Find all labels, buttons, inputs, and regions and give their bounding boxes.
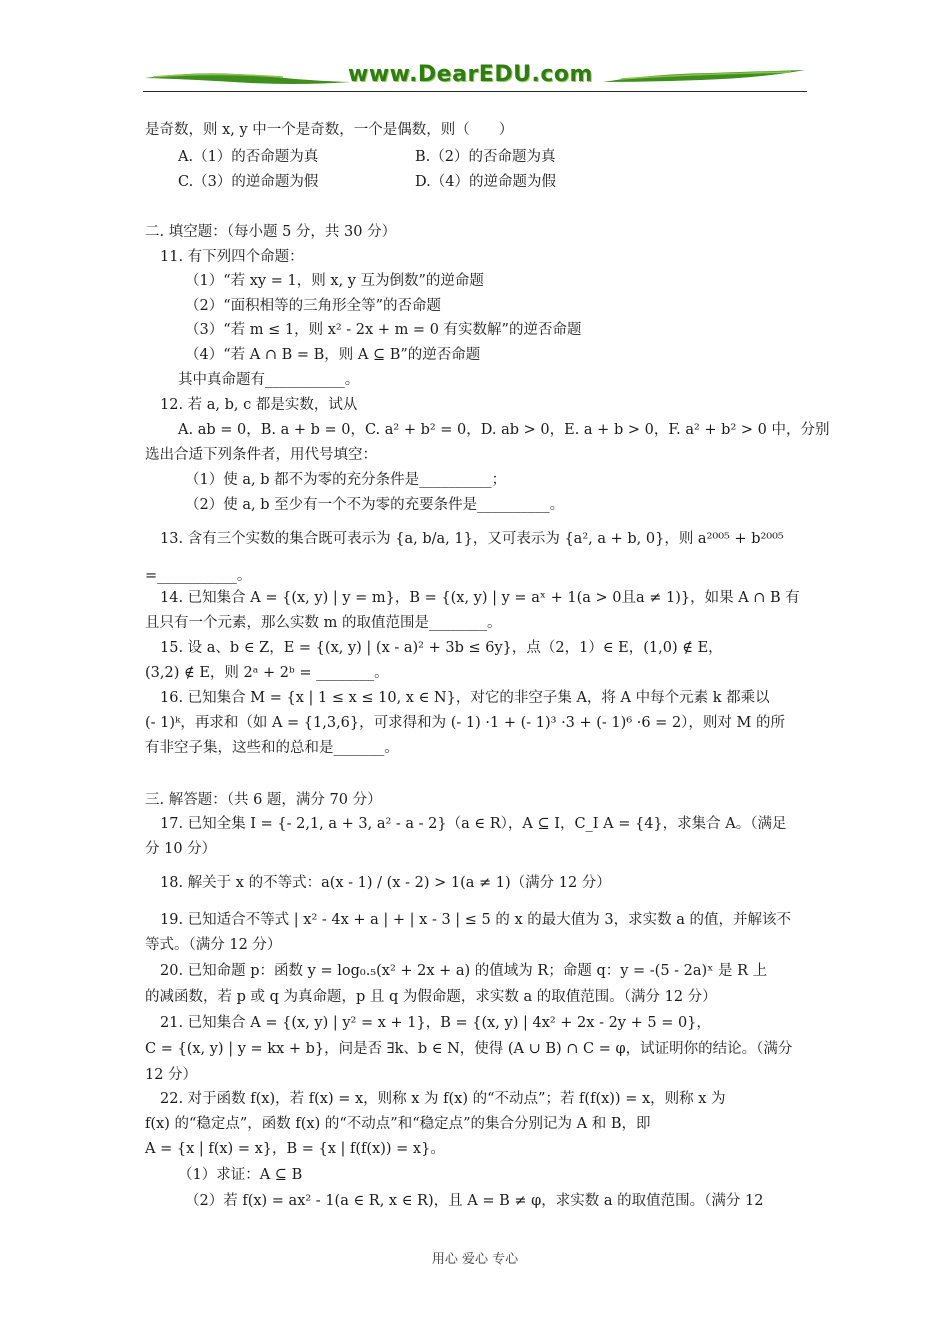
question-line: 等式。（满分 12 分） xyxy=(145,937,282,953)
left-swoosh-decoration xyxy=(143,66,353,86)
question-line: A = {x | f(x) = x}，B = {x | f(f(x)) = x}。 xyxy=(145,1141,445,1157)
section-heading: 三. 解答题：（共 6 题，满分 70 分） xyxy=(145,792,382,808)
question-line: （3）“若 m ≤ 1，则 x² - 2x + m = 0 有实数解”的逆否命题 xyxy=(185,322,582,338)
question-20: 20. 已知命题 p：函数 y = log₀.₅(x² + 2x + a) 的值域为 R；命题 q：y = -(5 - 2a)ˣ 是 R 上 xyxy=(160,963,768,979)
question-line: 的减函数，若 p 或 q 为真命题，p 且 q 为假命题，求实数 a 的取值范围。（满分 12 分） xyxy=(145,989,717,1005)
question-19: 19. 已知适合不等式 | x² - 4x + a | + | x - 3 | ≤ 5 的 x 的最大值为 3，求实数 a 的值，并解该不 xyxy=(160,912,791,928)
question-line: （1）使 a, b 都不为零的充分条件是__________； xyxy=(185,472,507,488)
choice-b: B.（2）的否命题为真 xyxy=(415,149,556,165)
question-line: （1）“若 xy = 1，则 x, y 互为倒数”的逆命题 xyxy=(185,273,484,289)
question-line: 分 10 分） xyxy=(145,841,217,857)
page-header xyxy=(143,62,807,94)
question-line: A. ab = 0，B. a + b = 0，C. a² + b² = 0，D. ab > 0，E. a + b > 0，F. a² + b² > 0 中，分别 xyxy=(178,422,830,438)
question-line: (- 1)ᵏ，再求和（如 A = {1,3,6}，可求得和为 (- 1) ·1 + (- 1)³ ·3 + (- 1)⁶ ·6 = 2），则对 M 的所 xyxy=(145,715,785,731)
question-14: 14. 已知集合 A = {(x, y) | y = m}，B = {(x, y) | y = aˣ + 1(a > 0且a ≠ 1)}，如果 A ∩ B 有 xyxy=(160,590,800,606)
question-15: 15. 设 a、b ∈ Z，E = {(x, y) | (x - a)² + 3b ≤ 6y}，点（2，1）∈ E，(1,0) ∉ E， xyxy=(160,640,723,656)
question-line: 选出合适下列条件者，用代号填空： xyxy=(145,447,377,463)
question-line: （1）求证：A ⊆ B xyxy=(178,1167,303,1183)
question-12: 12. 若 a, b, c 都是实数，试从 xyxy=(160,397,358,413)
section-heading: 二. 填空题：（每小题 5 分，共 30 分） xyxy=(145,224,397,240)
question-13: 13. 含有三个实数的集合既可表示为 {a, b/a, 1}，又可表示为 {a², a + b, 0}，则 a²⁰⁰⁵ + b²⁰⁰⁵ xyxy=(160,531,784,547)
question-line: 且只有一个元素，那么实数 m 的取值范围是________。 xyxy=(145,615,502,631)
question-line: C = {(x, y) | y = kx + b}，问是否 ∃k、b ∈ N，使得 (A ∪ B) ∩ C = φ，试证明你的结论。（满分 xyxy=(145,1041,793,1057)
question-line: 12 分） xyxy=(145,1067,198,1083)
question-line: （2）“面积相等的三角形全等”的否命题 xyxy=(185,298,442,314)
question-line: （2）使 a, b 至少有一个不为零的充要条件是__________。 xyxy=(185,497,565,513)
question-16: 16. 已知集合 M = {x | 1 ≤ x ≤ 10, x ∈ N}，对它的非空子集 A，将 A 中每个元素 k 都乘以 xyxy=(160,690,770,706)
question-line: =___________。 xyxy=(145,568,252,584)
text-line: 是奇数，则 x, y 中一个是奇数，一个是偶数，则（ ） xyxy=(145,122,514,138)
question-11: 11. 有下列四个命题： xyxy=(160,249,304,265)
choice-a: A.（1）的否命题为真 xyxy=(178,149,319,165)
question-22: 22. 对于函数 f(x)，若 f(x) = x，则称 x 为 f(x) 的“不动点”；若 f(f(x)) = x，则称 x 为 xyxy=(160,1091,726,1107)
choice-d: D.（4）的逆命题为假 xyxy=(415,174,556,190)
question-line: f(x) 的“稳定点”，函数 f(x) 的“不动点”和“稳定点”的集合分别记为 A 和 B，即 xyxy=(145,1116,651,1132)
question-line: （2）若 f(x) = ax² - 1(a ∈ R, x ∈ R)，且 A = B ≠ φ，求实数 a 的取值范围。（满分 12 xyxy=(185,1193,764,1209)
right-swoosh-decoration xyxy=(601,66,807,86)
page-footer: 用心 爱心 专心 xyxy=(431,1252,519,1267)
question-line: （4）“若 A ∩ B = B，则 A ⊆ B”的逆否命题 xyxy=(185,347,481,363)
question-21: 21. 已知集合 A = {(x, y) | y² = x + 1}，B = {(x, y) | 4x² + 2x - 2y + 5 = 0}， xyxy=(160,1015,711,1031)
question-line: 有非空子集，这些和的总和是_______。 xyxy=(145,740,399,756)
question-18: 18. 解关于 x 的不等式：a(x - 1) / (x - 2) > 1(a ≠ 1)（满分 12 分） xyxy=(160,875,611,891)
choice-c: C.（3）的逆命题为假 xyxy=(178,174,319,190)
header-rule xyxy=(143,91,807,92)
question-line: (3,2) ∉ E，则 2ᵃ + 2ᵇ = ________。 xyxy=(145,665,389,681)
question-17: 17. 已知全集 I = {- 2,1, a + 3, a² - a - 2}（a ∈ R），A ⊆ I，C_I A = {4}，求集合 A。（满足 xyxy=(160,816,787,832)
question-line: 其中真命题有___________。 xyxy=(178,372,360,388)
site-logo: www.DearEDU.com xyxy=(348,62,593,87)
